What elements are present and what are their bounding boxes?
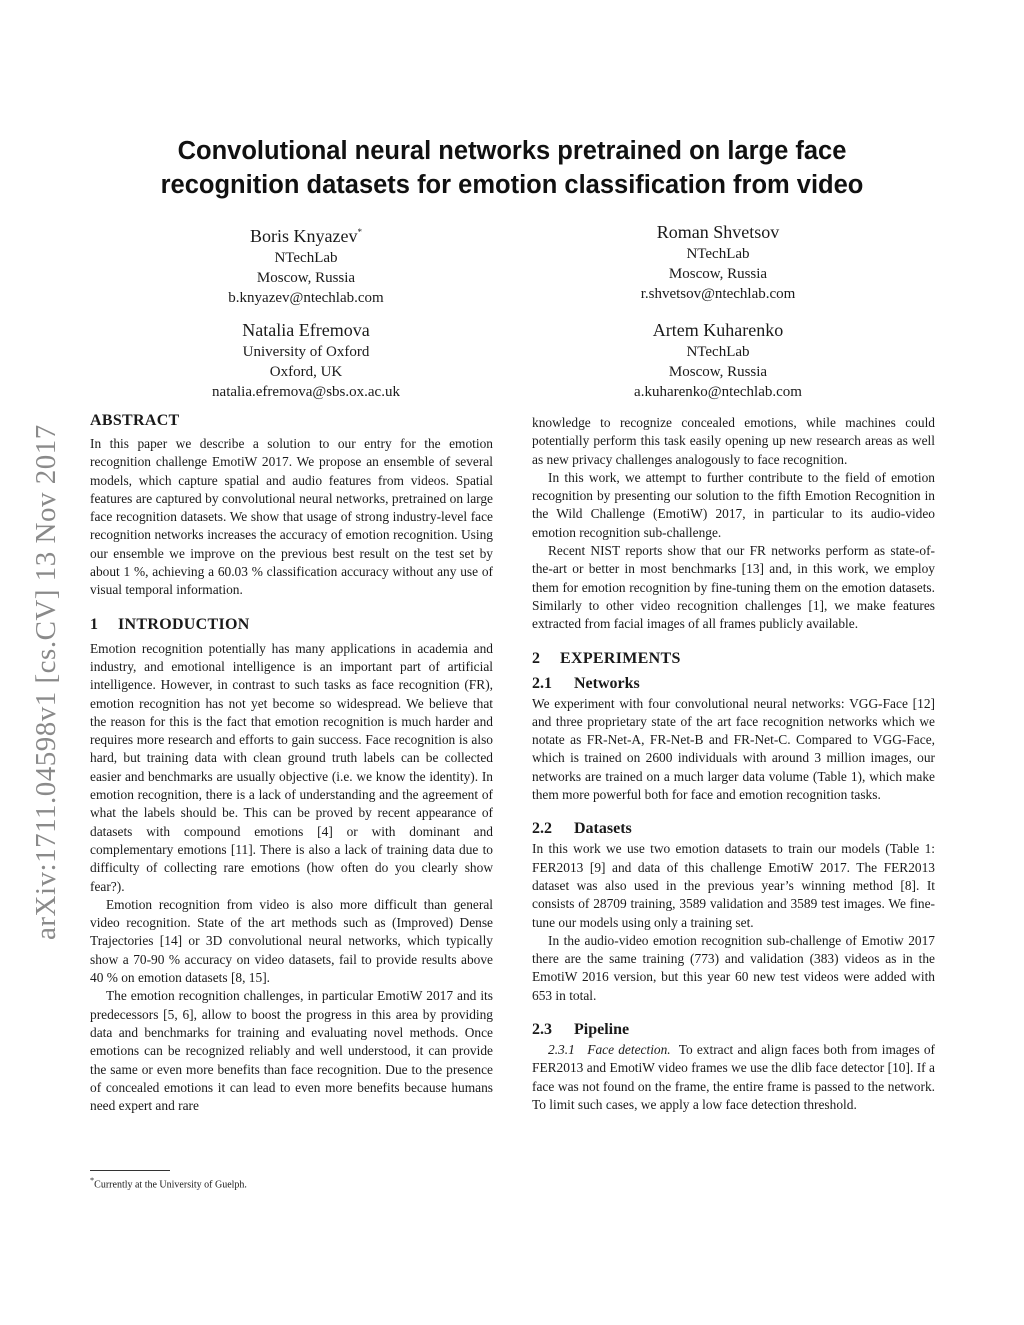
author-location: Oxford, UK (269, 364, 343, 380)
subsubsection-heading: 2.3.1 Face detection. (548, 1042, 671, 1058)
author-name: Artem Kuharenko (652, 320, 784, 340)
paragraph: In this work, we attempt to further contribute to the field of emotion recognition by presenting our solution to the fifth Emotion Recognition in the Wild Challenge (EmotiW) 2017, in particular to its audio-video emotion recognition sub-challenge. (532, 469, 935, 540)
author-affiliation: NTechLab (686, 344, 750, 360)
arxiv-identifier: arXiv:1711.04598v1 [cs.CV] 13 Nov 2017 (30, 424, 62, 940)
author-location: Moscow, Russia (668, 364, 768, 380)
paper-title (100, 134, 924, 202)
author-email[interactable]: r.shvetsov@ntechlab.com (640, 286, 796, 302)
footnote: *Currently at the University of Guelph. (90, 1176, 247, 1191)
abstract-text: In this paper we describe a solution to our entry for the emotion recognition challenge EmotiW 2017. We propose an ensemble of several models, which capture spatial and audio features from videos. Spatial features are captured by convolutional neural networks, pretrained on large face recognition datasets. We show that usage of strong industry-level face recognition networks increases the accuracy of emotion recognition. Using our ensemble we improve on the previous best result on the test set by about 1 %, achieving a 60.03 % classification accuracy without any use of visual temporal information. (90, 436, 493, 598)
paragraph: knowledge to recognize concealed emotions, while machines could potentially perform this task easily opening up new research areas as well as new privacy challenges analogously to face recognition. (532, 415, 935, 467)
author-email[interactable]: a.kuharenko@ntechlab.com (634, 384, 802, 400)
title-line-1: Convolutional neural networks pretrained on large face (177, 137, 847, 165)
paragraph: 2.3.1 Face detection. To extract and align faces both from images of FER2013 and EmotiW video frames we use the dlib face detector [10]. If a face was not found on the frame, the entire frame is passed to the network. To limit such cases, we apply a low face detection threshold. (532, 1042, 935, 1112)
paragraph: Emotion recognition from video is also more difficult than general video recognition. State of the art methods such as (Improved) Dense Trajectories [14] or 3D convolutional neural networks, which typically show a 70-90 % accuracy on video datasets, fail to provide results above 40 % on emotion datasets [8, 15]. (90, 896, 493, 986)
paragraph: Emotion recognition potentially has many applications in academia and industry, and emotional intelligence is an important part of artificial intelligence. However, in contrast to such tasks as face recognition (FR), emotion recognition has not yet become so widespread. We believe that the reason for this is the fact that emotion recognition is much harder and requires more research and efforts to gain success. Face recognition is also hard, but training data with clean ground truth labels can be collected easier and benchmarks are usually objective (i.e. we know the identity). In emotion recognition, there is a lack of understanding and the agreement of what the labels should be. This can be proved by recent appearance of datasets with compound emotions [4] or with dominant and complementary emotions [11]. There is also a lack of training data due to difficulty of collecting rare emotions (how often do you clearly show fear?). (90, 640, 493, 894)
paragraph: We experiment with four convolutional neural networks: VGG-Face [12] and three proprietary state of the art face recognition networks which we notate as FR-Net-A, FR-Net-B and FR-Net-C. Compared to VGG-Face, which is trained on 2600 individuals with around 3 million images, our networks are trained on a much larger data volume (Table 1), which make them more powerful both for face and emotion recognition tasks. (532, 695, 935, 803)
paragraph: The emotion recognition challenges, in particular EmotiW 2017 and its predecessors [5, 6], allow to boost the progress in this area by providing data and benchmarks for training and evaluating novel methods. Once emotions can be recognized reliably and well understood, it can provide the same or even more benefits than face recognition. Due to the presence of concealed emotions it can lead to even more benefits because humans need expert and rare (90, 988, 493, 1114)
right-column (532, 414, 935, 1114)
author-affiliation: NTechLab (274, 250, 338, 266)
footnote-rule (90, 1170, 170, 1171)
author-block (156, 318, 456, 402)
author-block (568, 318, 868, 402)
section-heading: 1 INTRODUCTION (90, 615, 250, 633)
author-email[interactable]: natalia.efremova@sbs.ox.ac.uk (212, 384, 400, 400)
author-location: Moscow, Russia (256, 270, 356, 286)
left-column (90, 410, 493, 1115)
author-email[interactable]: b.knyazev@ntechlab.com (228, 290, 384, 306)
section-heading: 2 EXPERIMENTS (532, 649, 681, 667)
author-name: Boris Knyazev* (250, 226, 362, 246)
subsection-heading: 2.2 Datasets (532, 820, 632, 838)
paragraph: Recent NIST reports show that our FR networks perform as state-of-the-art or better in most benchmarks [13] and, in this work, we employ them for emotion recognition by fine-tuning them on the emotion datasets. Similarly to other video recognition challenges [1], we make features extracted from facial images of all frames publicly available. (532, 543, 935, 632)
subsection-heading: 2.3 Pipeline (532, 1021, 630, 1039)
author-block (156, 220, 456, 308)
author-location: Moscow, Russia (668, 266, 768, 282)
paragraph: In the audio-video emotion recognition sub-challenge of Emotiw 2017 there are the same training (773) and validation (383) videos as in the EmotiW 2016 version, but this year 60 new test videos were added with 653 in total. (532, 932, 935, 1003)
author-block (568, 220, 868, 304)
abstract-heading: ABSTRACT (90, 412, 180, 429)
author-name: Roman Shvetsov (656, 222, 780, 242)
author-name: Natalia Efremova (242, 320, 370, 340)
author-affiliation: University of Oxford (242, 344, 370, 360)
subsection-heading: 2.1 Networks (532, 674, 640, 692)
author-affiliation: NTechLab (686, 246, 750, 262)
paragraph: In this work we use two emotion datasets to train our models (Table 1: FER2013 [9] and data of this challenge EmotiW 2017. The FER2013 dataset was also used in the previous year’s winning method [8]. It consists of 28709 training, 3589 validation and 3589 test images. We fine-tune our models using only a training set. (532, 841, 935, 930)
title-line-2: recognition datasets for emotion classification from video (160, 171, 864, 199)
